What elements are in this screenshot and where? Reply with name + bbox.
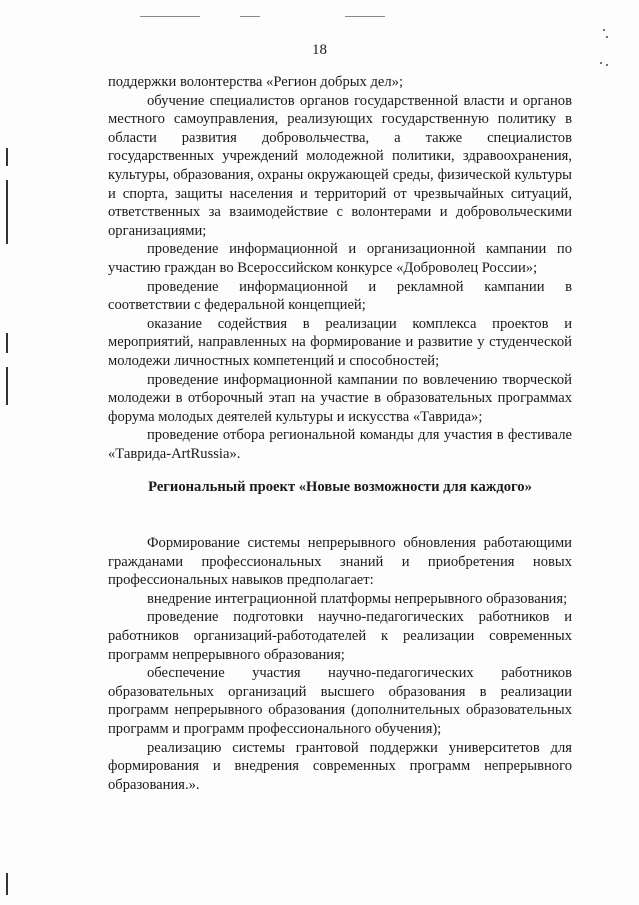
margin-mark [6, 873, 8, 895]
scan-artifact-dot [603, 29, 605, 31]
paragraph: проведение информационной кампании по вовлечению творческой молодежи в отборочный этап на участие в образовательных программах форума молодых деятелей культуры и искусства «Таврида»; [108, 371, 572, 425]
margin-mark [6, 333, 8, 353]
paragraph: Формирование системы непрерывного обновления работающими гражданами профессиональных знаний и приобретения новых профессиональных навыков предполагает: [108, 535, 572, 589]
document-body [108, 73, 572, 794]
scan-artifact-dot [600, 62, 602, 64]
scan-artifact-top-line [140, 16, 200, 17]
page-number: 18 [312, 42, 327, 58]
scan-artifact-dot [606, 64, 608, 66]
margin-mark [6, 148, 8, 166]
paragraph: проведение информационной и организационной кампании по участию граждан во Всероссийском конкурсе «Доброволец России»; [108, 241, 572, 276]
paragraph: поддержки волонтерства «Регион добрых дел»; [108, 74, 404, 90]
scan-artifact-top-line [240, 16, 260, 17]
paragraph: внедрение интеграционной платформы непрерывного образования; [147, 590, 568, 607]
paragraph: обучение специалистов органов государственной власти и органов местного самоуправления, реализующих государственную политику в области развития добровольчества, а также специалистов государственных учреждений молодежной политики, здравоохранения, культуры, образования, охраны окружающей среды, физической культуры и спорта, защиты населения и территорий от чрезвычайных ситуаций, ответственных за взаимодействие с волонтерами и добровольческими организациями; [108, 92, 572, 239]
paragraph: обеспечение участия научно-педагогических работников образовательных организаций высшего образования в реализации программ непрерывного образования (дополнительных образовательных программ и программ профессионального обучения); [108, 665, 572, 737]
paragraph: реализацию системы грантовой поддержки университетов для формирования и внедрения современных программ непрерывного образования.». [108, 739, 572, 793]
paragraph: проведение подготовки научно-педагогических работников и работников организаций-работодателей к реализации современных программ непрерывного образования; [108, 609, 572, 663]
scan-artifact-dot [606, 36, 608, 38]
margin-mark [6, 180, 8, 244]
scan-artifact-top-line [345, 16, 385, 17]
margin-mark [6, 367, 8, 405]
paragraph: оказание содействия в реализации комплекса проектов и мероприятий, направленных на формирование и развитие у студенческой молодежи личностных компетенций и способностей; [108, 315, 572, 369]
paragraph: проведение информационной и рекламной кампании в соответствии с федеральной концепцией; [108, 278, 572, 314]
paragraph: проведение отбора региональной команды для участия в фестивале «Таврида-ArtRussia». [108, 427, 572, 462]
section-heading: Региональный проект «Новые возможности для каждого» [148, 479, 532, 496]
